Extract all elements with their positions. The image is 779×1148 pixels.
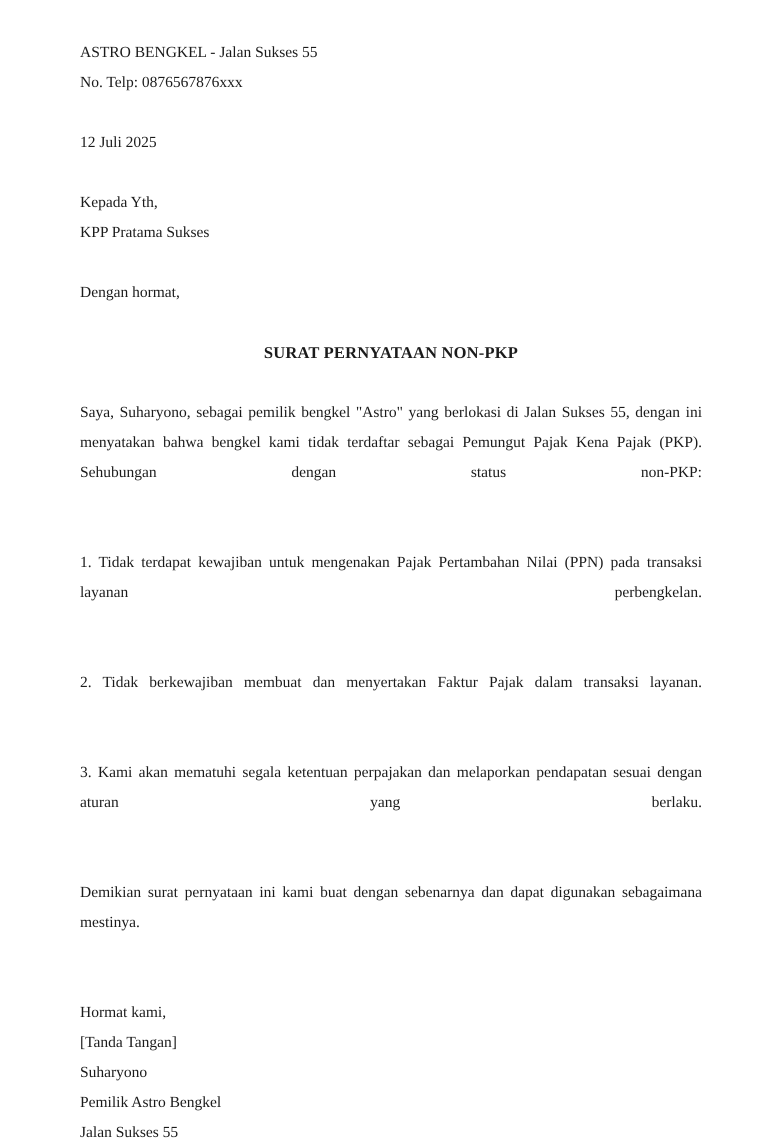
document-content (80, 38, 702, 1148)
spacer (80, 98, 702, 128)
body-intro-paragraph: Saya, Suharyono, sebagai pemilik bengkel "Astro" yang berlokasi di Jalan Sukses 55, dengan ini menyatakan bahwa bengkel kami tidak terdaftar sebagai Pemungut Pajak Kena Pajak (PKP). Sehubungan dengan status non-PKP: (80, 404, 702, 481)
document-title: SURAT PERNYATAAN NON-PKP (263, 343, 519, 362)
letterhead (80, 38, 702, 98)
spacer (80, 308, 702, 338)
signature-block (80, 998, 702, 1148)
signature-name: Suharyono (80, 1064, 148, 1081)
letterhead-phone-line: No. Telp: 0876567876xxx (80, 74, 243, 91)
body-closing-statement: Demikian surat pernyataan ini kami buat dengan sebenarnya dan dapat digunakan sebagaimana mestinya. (80, 884, 702, 931)
signature-role: Pemilik Astro Bengkel (80, 1094, 222, 1111)
recipient-block (80, 188, 702, 248)
spacer (80, 728, 702, 758)
opening-greeting: Dengan hormat, (80, 284, 180, 301)
signature-placeholder: [Tanda Tangan] (80, 1034, 177, 1051)
spacer (80, 638, 702, 668)
body-point-2: 2. Tidak berkewajiban membuat dan menyertakan Faktur Pajak dalam transaksi layanan. (80, 674, 702, 691)
letter-date: 12 Juli 2025 (80, 134, 157, 151)
recipient-office: KPP Pratama Sukses (80, 224, 210, 241)
letterhead-company-line: ASTRO BENGKEL - Jalan Sukses 55 (80, 44, 318, 61)
spacer (80, 248, 702, 278)
signature-address: Jalan Sukses 55 (80, 1124, 179, 1141)
body-point-1: 1. Tidak terdapat kewajiban untuk mengenakan Pajak Pertambahan Nilai (PPN) pada transaksi layanan perbengkelan. (80, 554, 702, 601)
body-point-3: 3. Kami akan mematuhi segala ketentuan perpajakan dan melaporkan pendapatan sesuai dengan aturan yang berlaku. (80, 764, 702, 811)
spacer (80, 518, 702, 548)
spacer (80, 968, 702, 998)
recipient-salutation: Kepada Yth, (80, 194, 158, 211)
spacer (80, 368, 702, 398)
signature-closing: Hormat kami, (80, 1004, 167, 1021)
spacer (80, 848, 702, 878)
spacer (80, 158, 702, 188)
